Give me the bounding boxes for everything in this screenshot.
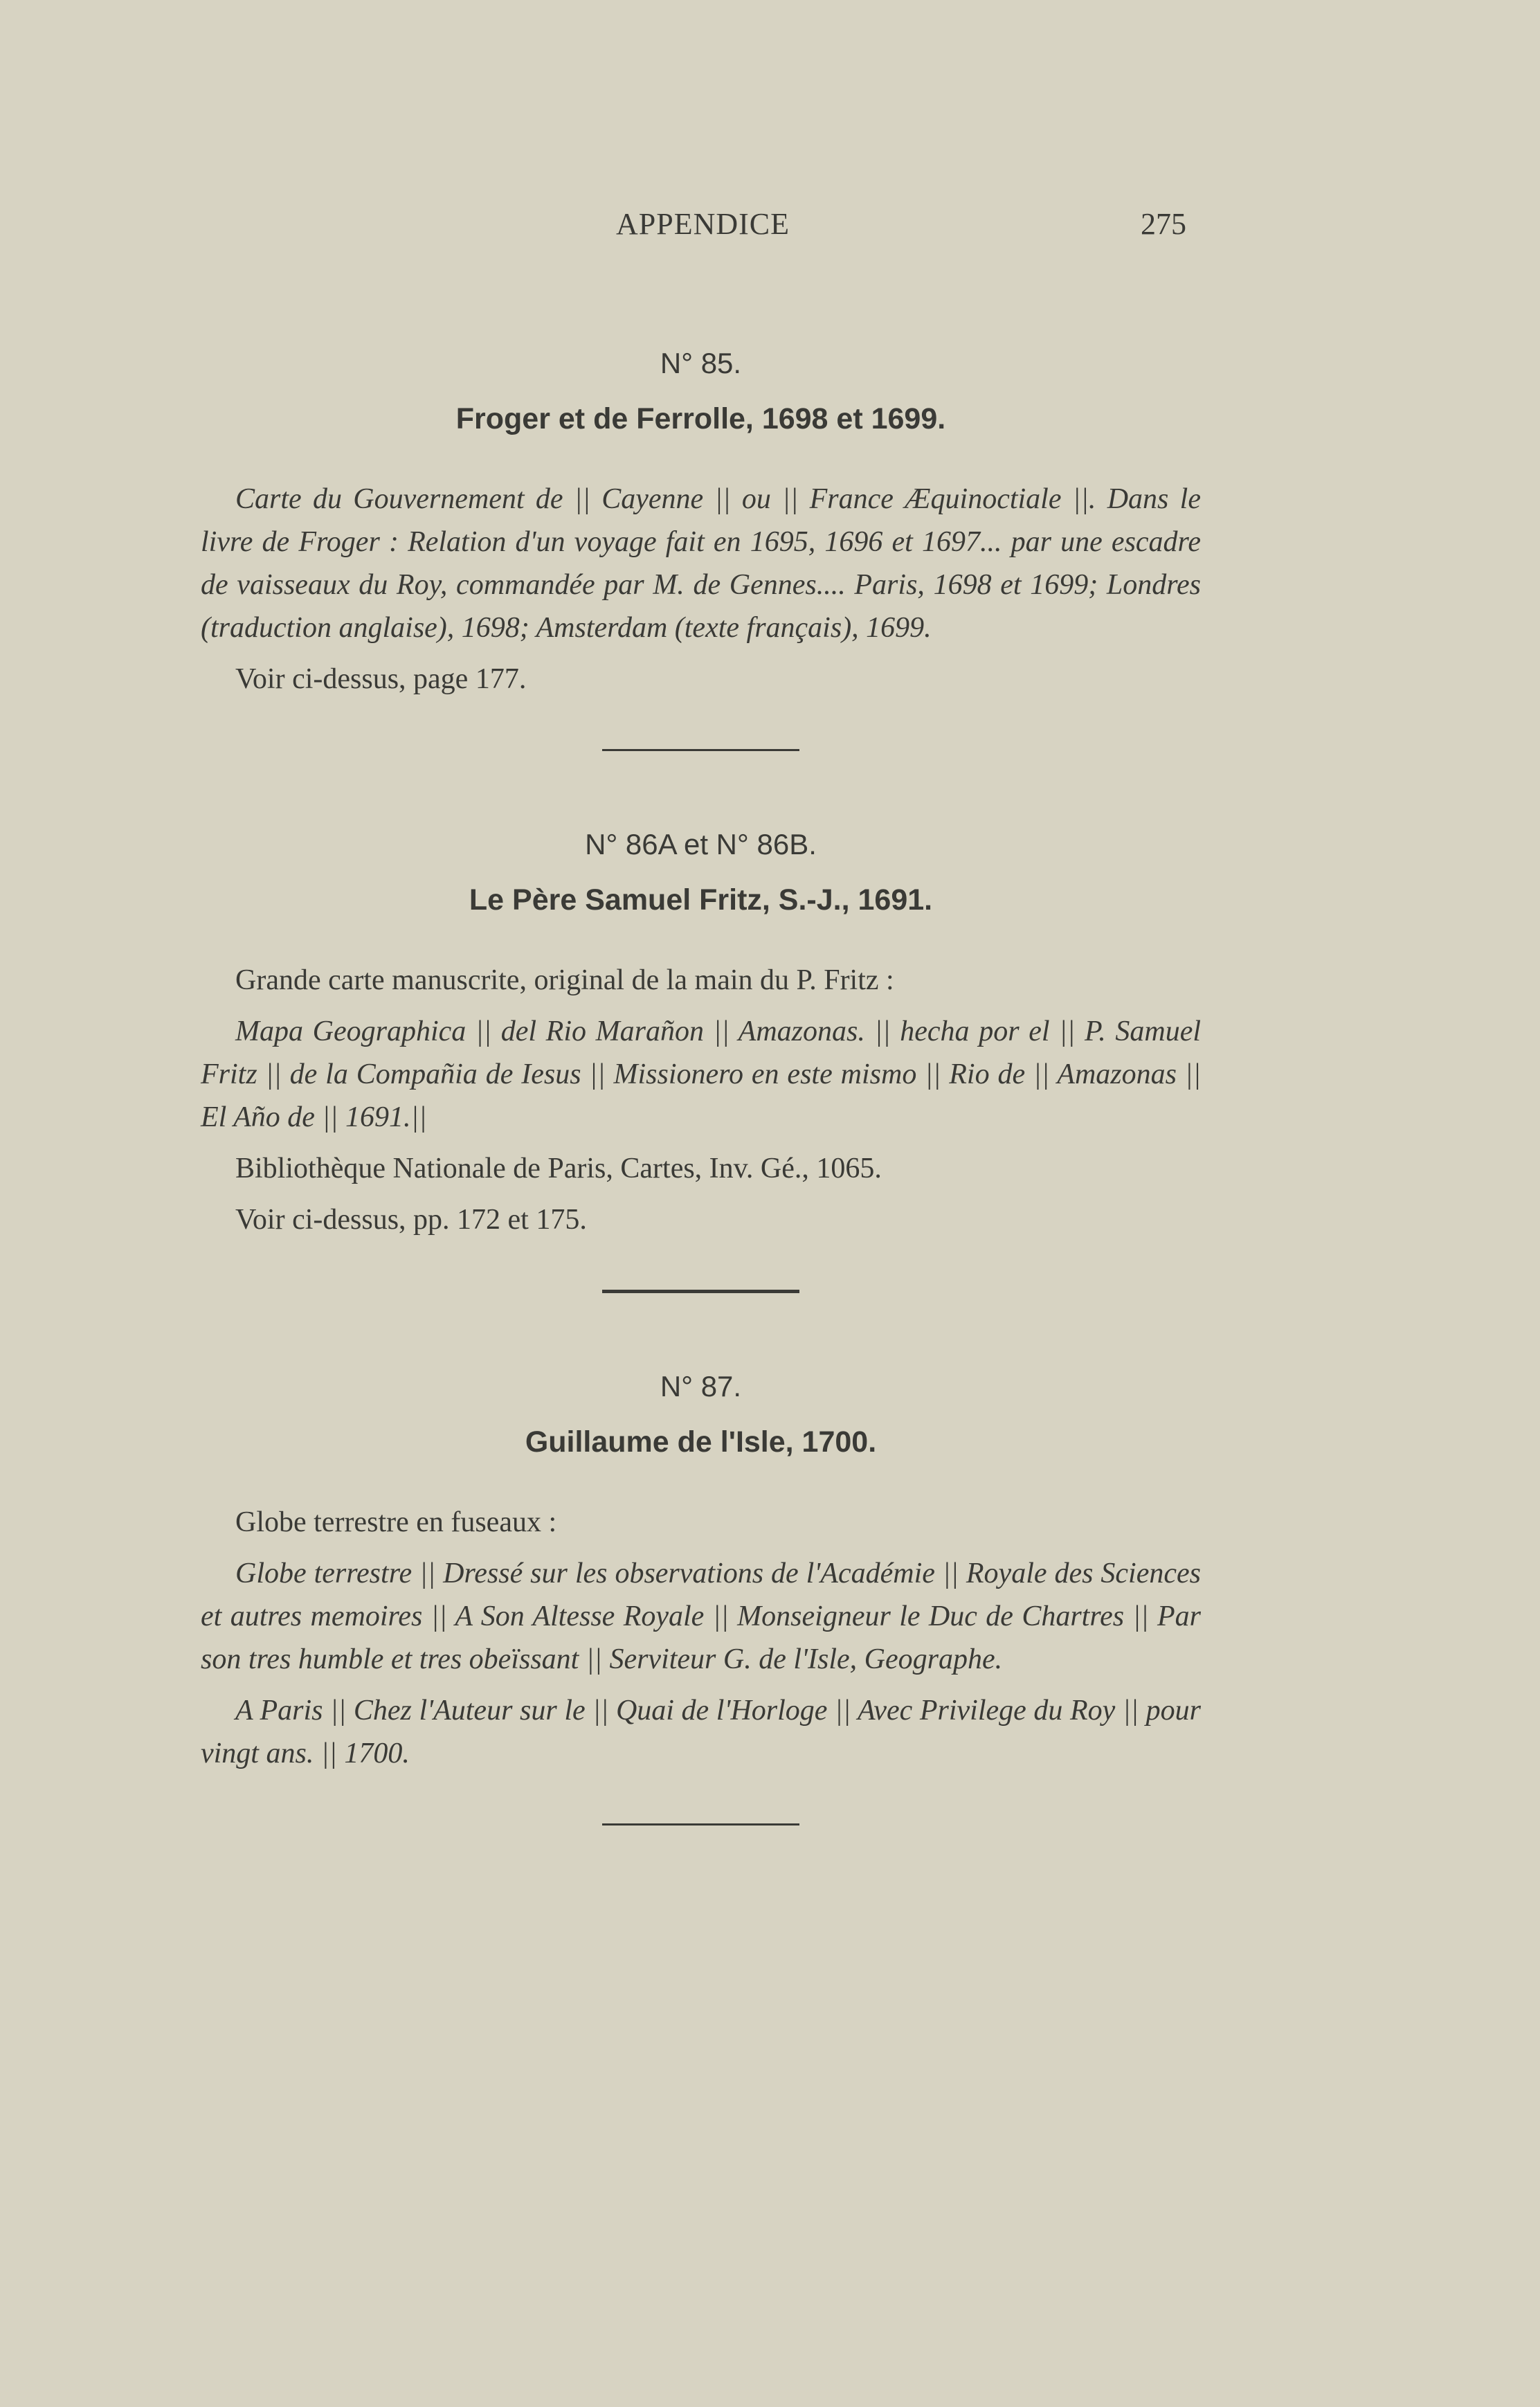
entry-86 [201,813,1201,1241]
section-divider [602,1823,799,1825]
entry-description: Globe terrestre en fuseaux : [235,1506,557,1538]
entry-number: N° 86A et N° 86B. [585,828,817,860]
page-number: 275 [1141,207,1186,241]
page-header [0,201,1540,249]
entry-number: N° 85. [660,347,742,379]
section-divider [602,1290,799,1293]
running-title: APPENDICE [616,207,790,241]
globe-imprint-transcription: A Paris || Chez l'Auteur sur le || Quai de l'Horloge || Avec Privilege du Roy || pour vingt ans. || 1700. [201,1695,1201,1769]
page-body [201,332,1201,1888]
entry-title: Froger et de Ferrolle, 1698 et 1699. [455,402,946,435]
entry-description: Carte du Gouvernement de || Cayenne || ou || France Æquinoctiale ||. Dans le livre de Froger : Relation d'un voyage fait en 1695, 1696 et 1697... par une escadre de vaisseaux du Roy, commandée par M. de Gennes.... Paris, 1698 et 1699; Londres (traduction anglaise), 1698; Amsterdam (texte français), 1699. [201,483,1201,644]
entry-85 [201,332,1201,701]
entry-87 [201,1355,1201,1775]
entry-description: Grande carte manuscrite, original de la main du P. Fritz : [235,964,894,996]
entry-title: Guillaume de l'Isle, 1700. [525,1425,877,1459]
entry-reference: Voir ci-dessus, pp. 172 et 175. [235,1204,587,1236]
section-divider [602,749,799,751]
map-title-transcription: Mapa Geographica || del Rio Marañon || Amazonas. || hecha por el || P. Samuel Fritz || de la Compañia de Iesus || Missionero en este mismo || Rio de || Amazonas || El Año de || 1691.|| [201,1016,1201,1133]
entry-number: N° 87. [660,1370,742,1403]
globe-title-transcription: Globe terrestre || Dressé sur les observations de l'Académie || Royale des Sciences et autres memoires || A Son Altesse Royale || Monseigneur le Duc de Chartres || Par son tres humble et tres obeïssant || Serviteur G. de l'Isle, Geographe. [201,1558,1201,1675]
entry-location: Bibliothèque Nationale de Paris, Cartes, Inv. Gé., 1065. [235,1153,882,1184]
entry-title: Le Père Samuel Fritz, S.-J., 1691. [469,883,933,917]
entry-reference: Voir ci-dessus, page 177. [235,663,527,695]
